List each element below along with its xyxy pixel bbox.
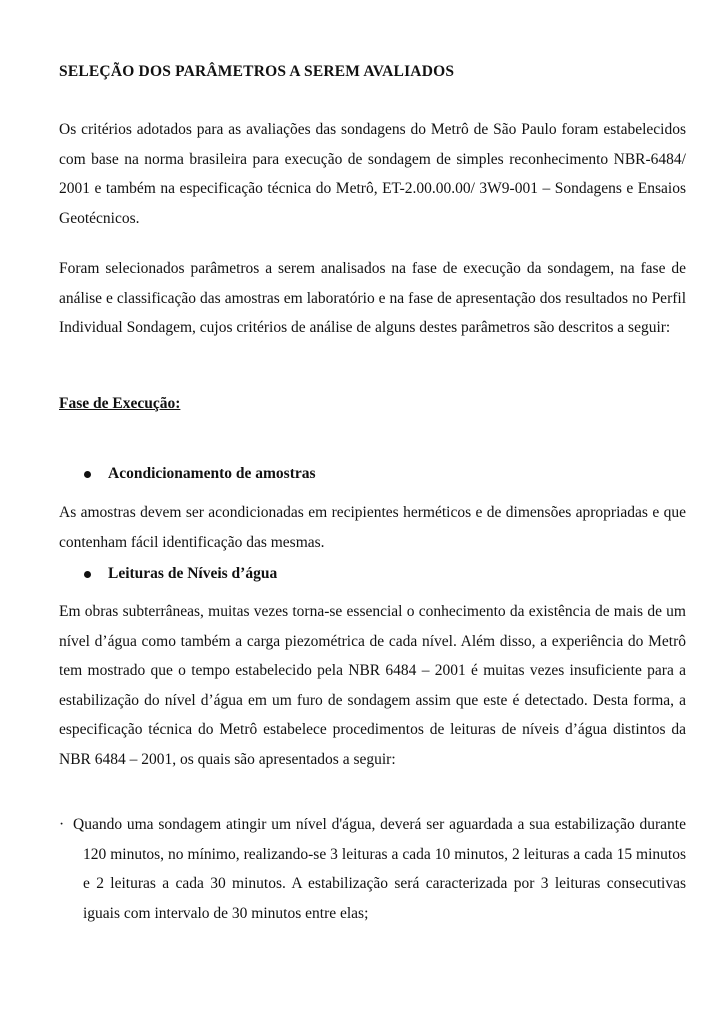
list-item-text: Quando uma sondagem atingir um nível d'água, deverá ser aguardada a sua estabilização durante 120 minutos, no mínimo, realizando-se 3 leituras a cada 10 minutos, 2 leituras a cada 15 minutos e 2 leituras a cada 30 minutos. A estabilização será caracterizada por 3 leituras consecutivas iguais com intervalo de 30 minutos entre elas; (73, 816, 686, 922)
list-marker: · (59, 816, 65, 833)
sample-storage-paragraph: As amostras devem ser acondicionadas em recipientes herméticos e de dimensões apropriadas e que contenham fácil identificação das mesmas. (59, 504, 686, 551)
bullet-dot-icon (84, 571, 91, 578)
page-heading: SELEÇÃO DOS PARÂMETROS A SEREM AVALIADOS (59, 63, 455, 80)
bullet-heading-label: Leituras de Níveis d’água (108, 565, 278, 582)
list-item (59, 810, 686, 928)
intro-paragraph: Os critérios adotados para as avaliações das sondagens do Metrô de São Paulo foram estabelecidos com base na norma brasileira para execução de sondagem de simples reconhecimento NBR-6484/ 2001 e também na especificação técnica do Metrô, ET-2.00.00.00/ 3W9-001 – Sondagens e Ensaios Geotécnicos. (59, 121, 686, 227)
bullet-heading-sample-storage (84, 465, 316, 483)
bullet-dot-icon (84, 471, 91, 478)
bullet-heading-water-levels (84, 565, 277, 583)
water-levels-paragraph: Em obras subterrâneas, muitas vezes torna-se essencial o conhecimento da existência de mais de um nível d’água como também a carga piezométrica de cada nível. Além disso, a experiência do Metrô tem mostrado que o tempo estabelecido pela NBR 6484 – 2001 é muitas vezes insuficiente para a estabilização do nível d’água em um furo de sondagem assim que este é detectado. Desta forma, a especificação técnica do Metrô estabelece procedimentos de leituras de níveis d’água distintos da NBR 6484 – 2001, os quais são apresentados a seguir: (59, 603, 686, 768)
selection-paragraph: Foram selecionados parâmetros a serem analisados na fase de execução da sondagem, na fase de análise e classificação das amostras em laboratório e na fase de apresentação dos resultados no Perfil Individual Sondagem, cujos critérios de análise de alguns destes parâmetros são descritos a seguir: (59, 260, 686, 336)
bullet-heading-label: Acondicionamento de amostras (108, 465, 316, 482)
section-title-execution: Fase de Execução: (59, 395, 181, 412)
